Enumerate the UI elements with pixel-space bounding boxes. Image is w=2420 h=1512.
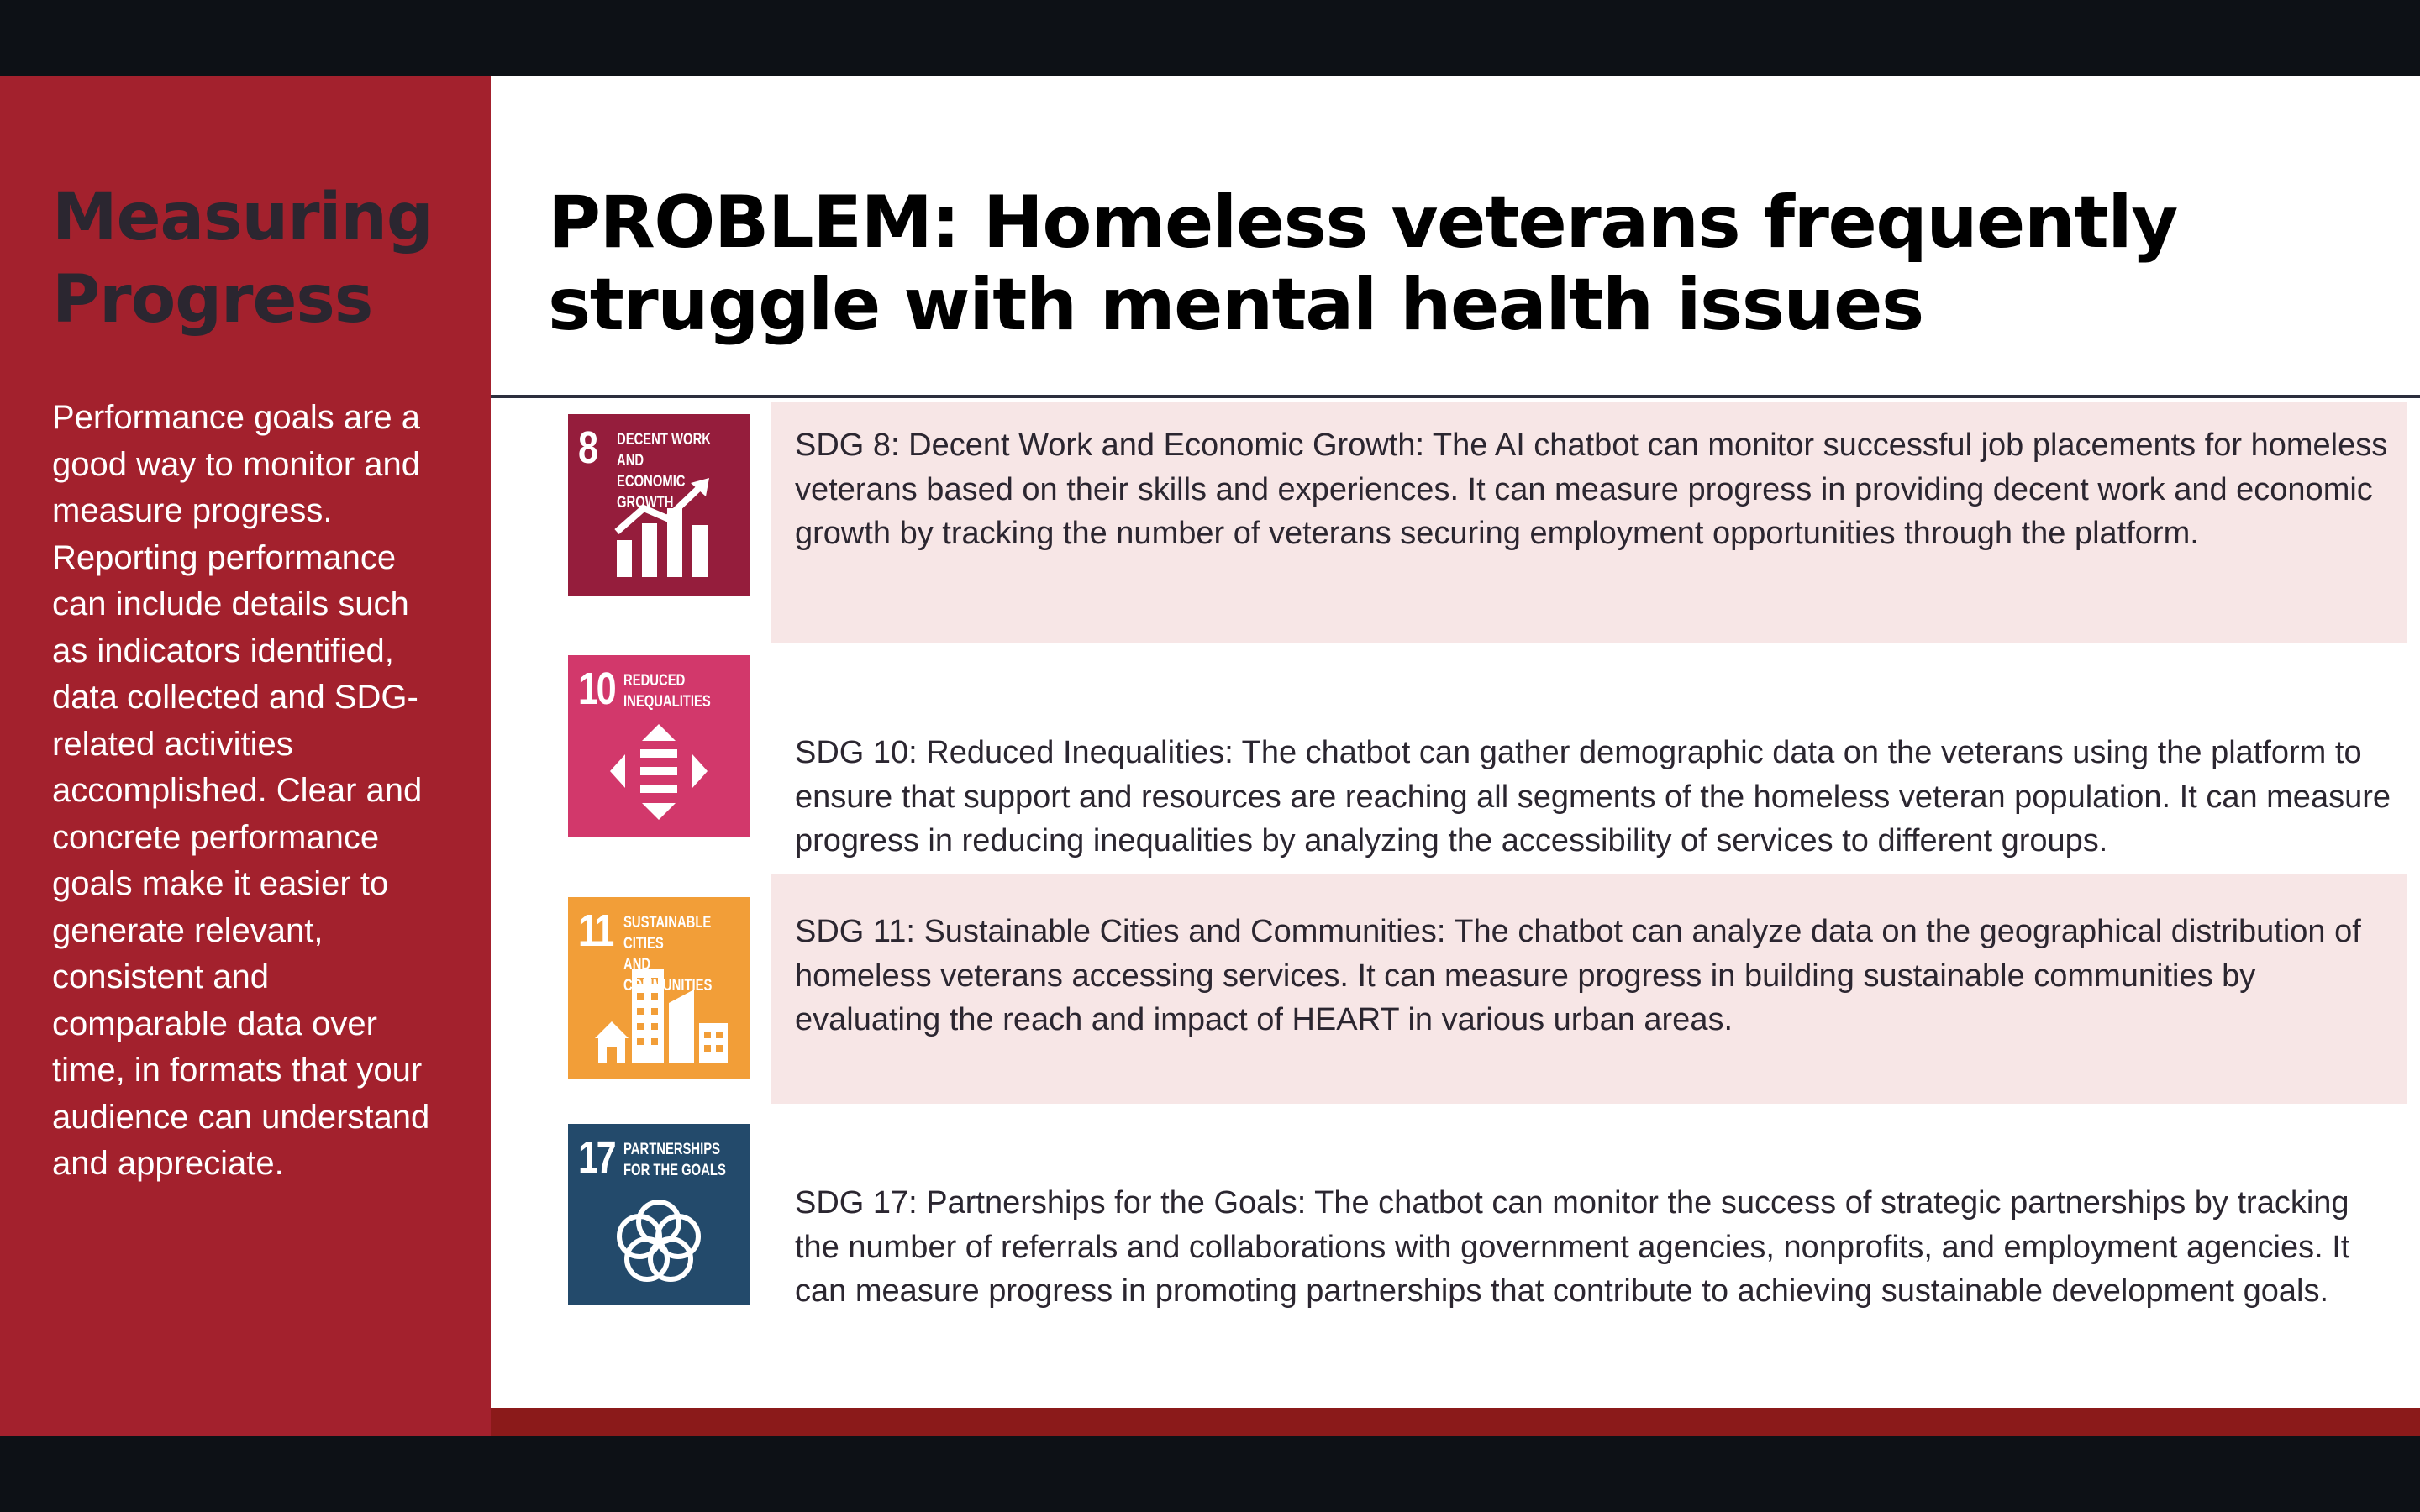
- sdg-8-number: 8: [578, 423, 597, 473]
- slide: [0, 76, 2420, 1436]
- sdg-10-label: REDUCED INEQUALITIES: [623, 672, 711, 711]
- sdg-17-tile: [568, 1124, 750, 1305]
- sdg-11-number: 11: [578, 906, 613, 956]
- sdg-11-text: SDG 11: Sustainable Cities and Communities: The chatbot can analyze data on the geographical distribution of homeless veterans accessing services. It can measure progress in building sustainable communities by evaluating the reach and impact of HEART in various urban areas.: [795, 914, 2361, 1037]
- sdg-17-number: 17: [578, 1132, 615, 1183]
- page-title: PROBLEM: Homeless veterans frequently struggle with mental health issues: [548, 181, 2177, 347]
- sdg-8-tile: [568, 414, 750, 596]
- sdg-8-label: DECENT WORK AND ECONOMIC GROWTH: [617, 431, 711, 512]
- sdg-11-label: SUSTAINABLE CITIES AND COMMUNITIES: [623, 914, 713, 995]
- sdg-17-text: SDG 17: Partnerships for the Goals: The chatbot can monitor the success of strategic partnerships by tracking the number of referrals and collaborations with government agencies, nonprofits, and employment agencies. It can measure progress in promoting partnerships that contribute to achieving sustainable development goals.: [795, 1185, 2350, 1309]
- sdg-row-8: [771, 402, 2407, 643]
- bottom-bar: [491, 1408, 2420, 1436]
- sdg-row-17: [771, 1104, 2407, 1381]
- sdg-11-tile: [568, 897, 750, 1079]
- sidebar-body: Performance goals are a good way to monitor and measure progress. Reporting performance can include details such as indicators identified, data collected and SDG-related activities accomplished. Clear and concrete performance goals make it easier to generate relevant, consistent and comparable data over time, in formats that your audience can understand and appreciate.: [52, 399, 430, 1182]
- sdg-10-tile: [568, 655, 750, 837]
- sidebar: [0, 76, 491, 1436]
- sdg-10-text: SDG 10: Reduced Inequalities: The chatbot can gather demographic data on the veterans using the platform to ensure that support and resources are reaching all segments of the homeless veteran population. It can measure progress in reducing inequalities by analyzing the accessibility of services to different groups.: [795, 735, 2391, 858]
- sdg-8-text: SDG 8: Decent Work and Economic Growth: The AI chatbot can monitor successful job placements for homeless veterans based on their skills and experiences. It can measure progress in providing decent work and economic growth by tracking the number of veterans securing employment opportunities through the platform.: [795, 428, 2388, 551]
- sidebar-title: Measuring Progress: [52, 180, 433, 338]
- divider: [491, 395, 2420, 398]
- sdg-row-11: [771, 874, 2407, 1104]
- sdg-10-number: 10: [578, 664, 615, 714]
- sdg-17-label: PARTNERSHIPS FOR THE GOALS: [623, 1141, 726, 1179]
